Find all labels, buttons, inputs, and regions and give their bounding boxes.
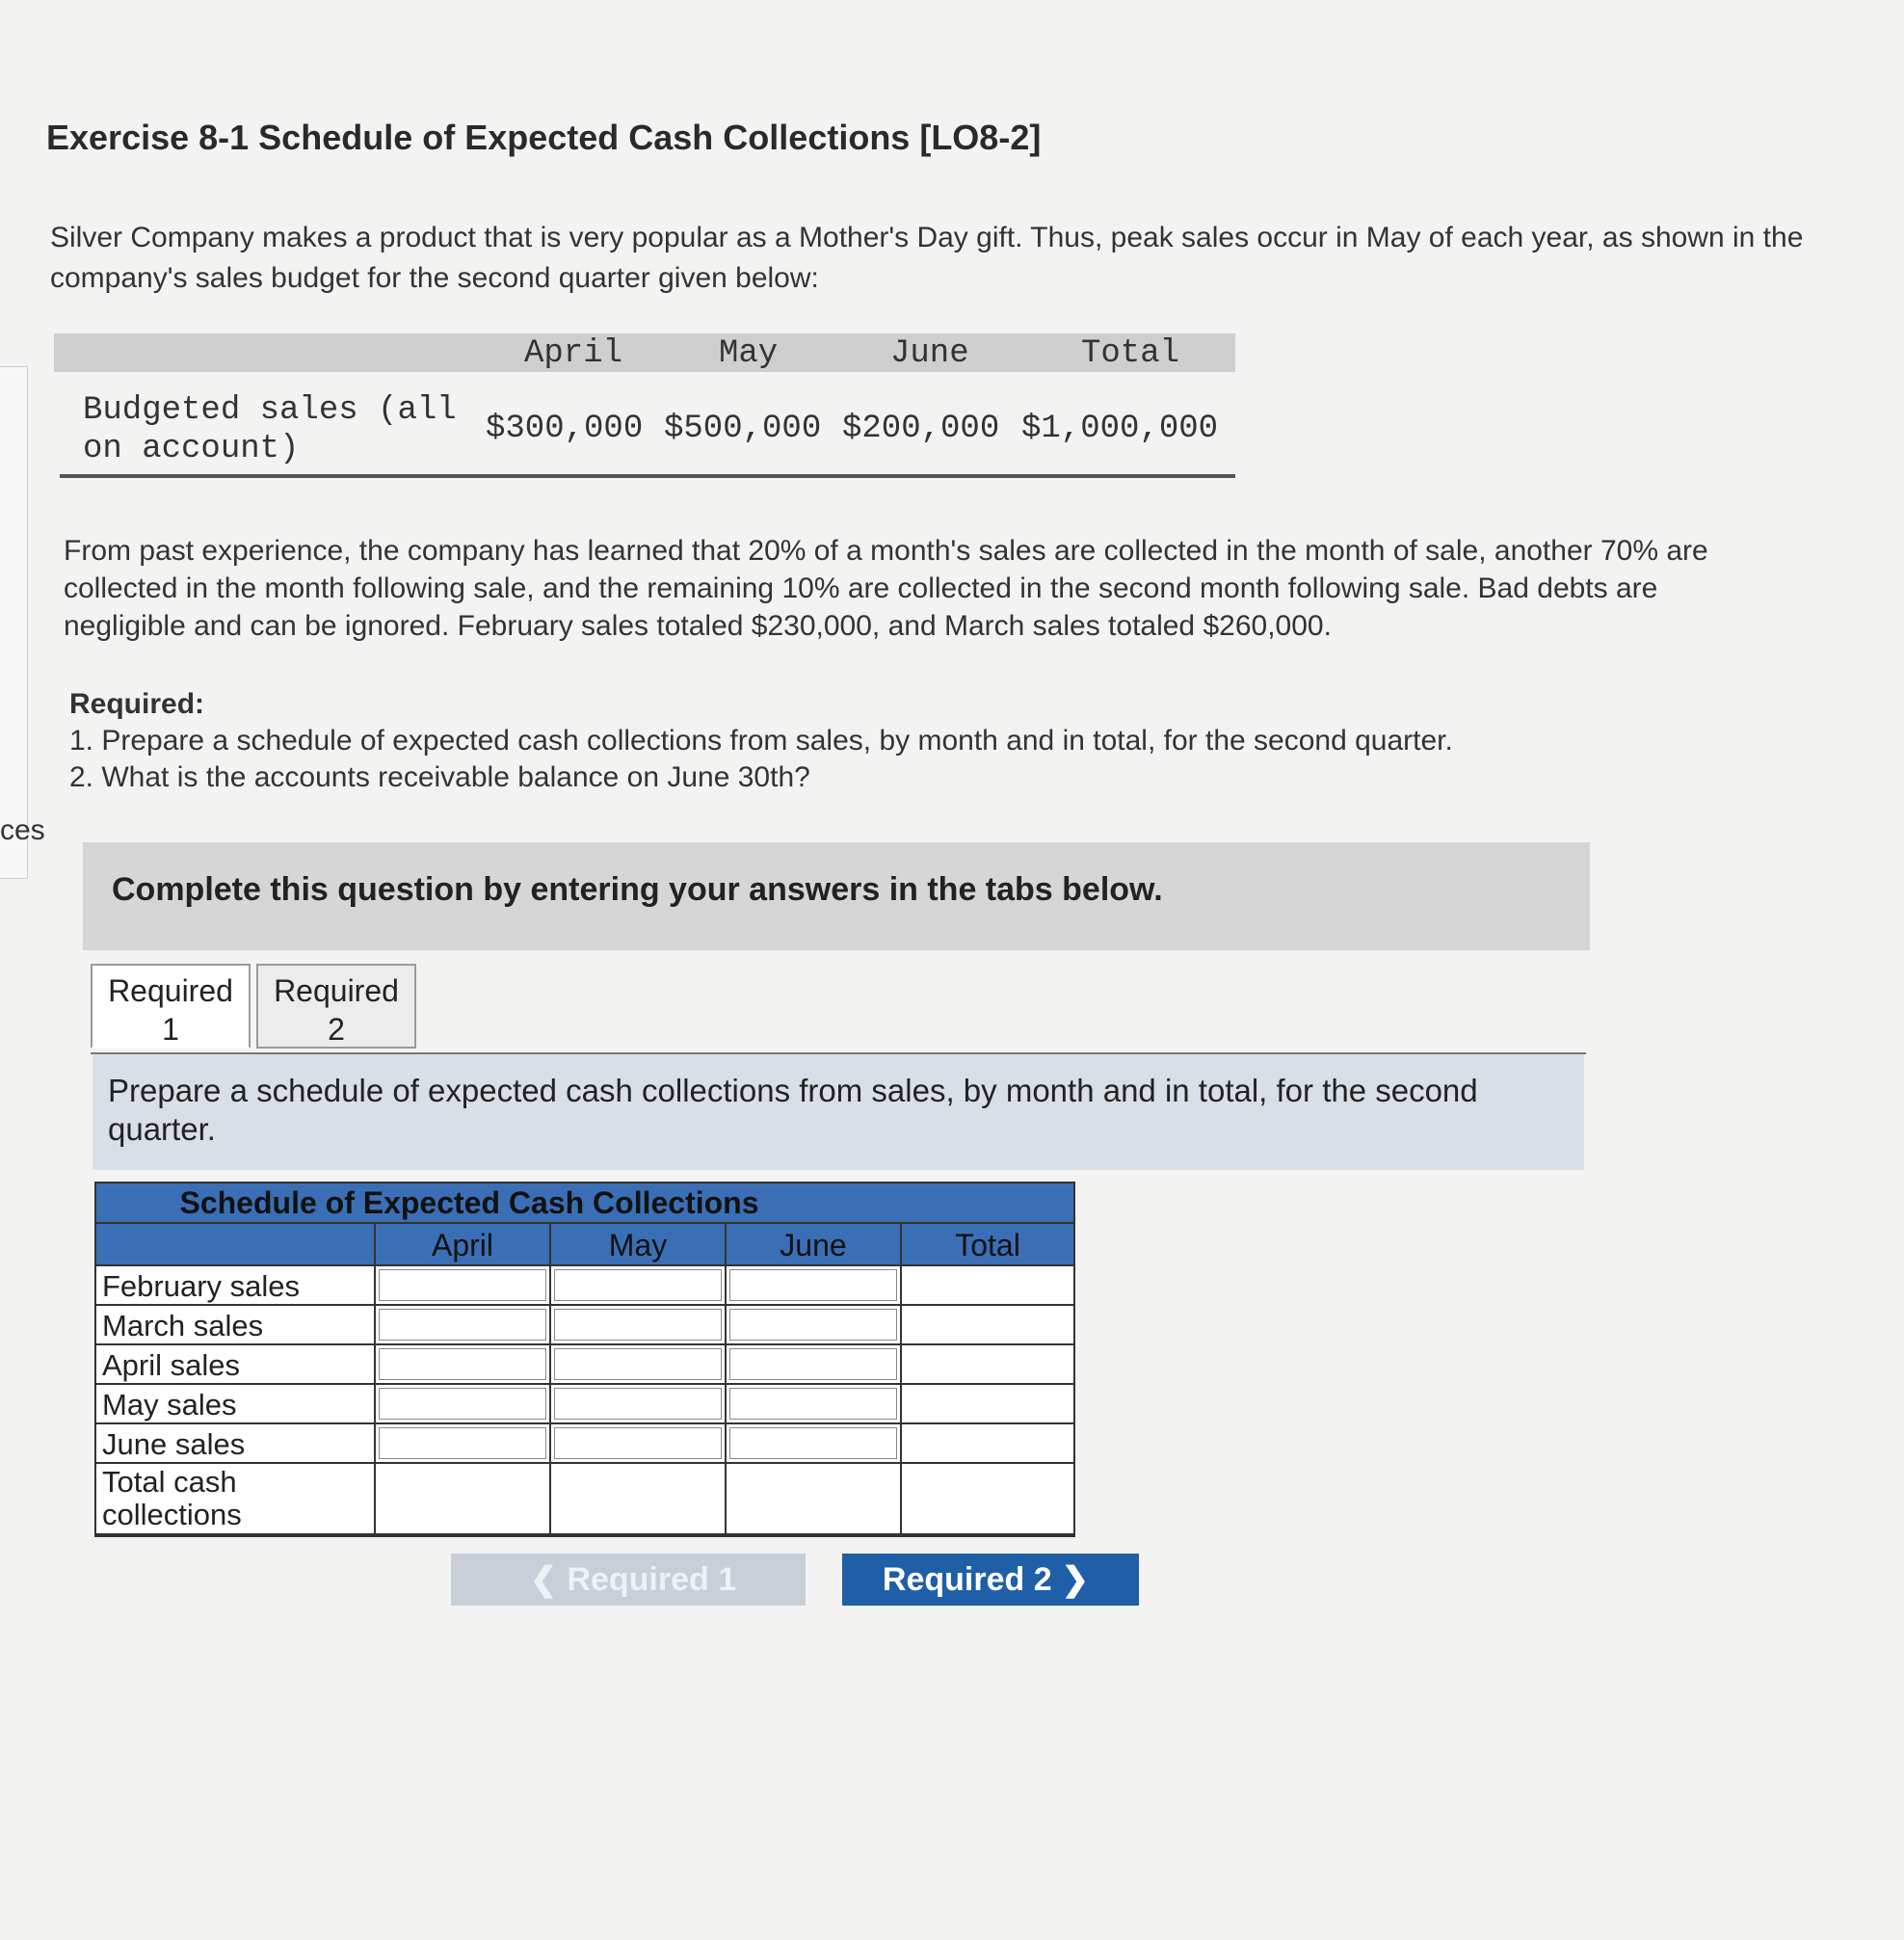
cell-totalcash-total bbox=[902, 1464, 1073, 1535]
tab-required-2-line1: Required bbox=[274, 973, 399, 1008]
input-march-april[interactable] bbox=[379, 1309, 546, 1341]
previous-button-label: Required 1 bbox=[567, 1561, 737, 1598]
schedule-header-april: April bbox=[376, 1224, 551, 1266]
chevron-left-icon: ❮ bbox=[529, 1561, 558, 1598]
cell-junesales-may bbox=[551, 1424, 727, 1464]
cash-collections-schedule bbox=[94, 1182, 1075, 1537]
cell-maysales-may bbox=[551, 1385, 727, 1424]
budget-data-row bbox=[54, 372, 1235, 478]
row-label-june-sales: June sales bbox=[96, 1424, 376, 1464]
input-february-june[interactable] bbox=[729, 1269, 897, 1301]
cell-junesales-april bbox=[376, 1424, 551, 1464]
left-sidebar-stub bbox=[0, 366, 28, 879]
cell-march-total bbox=[902, 1306, 1073, 1345]
budget-bottom-rule bbox=[60, 474, 1235, 478]
input-aprilsales-total[interactable] bbox=[905, 1348, 1071, 1380]
input-february-may[interactable] bbox=[554, 1269, 722, 1301]
budget-value-june: $200,000 bbox=[842, 411, 1000, 447]
row-label-may-sales: May sales bbox=[96, 1385, 376, 1424]
cell-march-april bbox=[376, 1306, 551, 1345]
input-maysales-april[interactable] bbox=[379, 1388, 546, 1420]
input-march-total[interactable] bbox=[905, 1309, 1071, 1341]
input-march-june[interactable] bbox=[729, 1309, 897, 1341]
tab-required-1[interactable] bbox=[91, 964, 251, 1049]
sales-budget-table bbox=[54, 333, 1235, 478]
required-item-1: 1. Prepare a schedule of expected cash collections from sales, by month and in total, for the second quarter. bbox=[69, 725, 1453, 757]
budget-value-may: $500,000 bbox=[664, 411, 822, 447]
previous-required-button[interactable] bbox=[451, 1554, 806, 1606]
input-maysales-total[interactable] bbox=[905, 1388, 1071, 1420]
input-maysales-june[interactable] bbox=[729, 1388, 897, 1420]
sidebar-label: ces bbox=[0, 814, 45, 846]
cell-totalcash-april bbox=[376, 1464, 551, 1535]
required-item-2: 2. What is the accounts receivable balance on June 30th? bbox=[69, 761, 810, 793]
cell-aprilsales-total bbox=[902, 1345, 1073, 1385]
cell-maysales-june bbox=[727, 1385, 902, 1424]
budget-value-april: $300,000 bbox=[486, 411, 644, 447]
input-aprilsales-may[interactable] bbox=[554, 1348, 722, 1380]
cell-february-may bbox=[551, 1266, 727, 1306]
cell-march-june bbox=[727, 1306, 902, 1345]
exercise-title: Exercise 8-1 Schedule of Expected Cash Collections [LO8-2] bbox=[46, 118, 1042, 157]
budget-header-june: June bbox=[890, 335, 969, 372]
next-required-button[interactable] bbox=[842, 1554, 1139, 1606]
tab-required-1-line2: 1 bbox=[162, 1012, 179, 1047]
instruction-text: Complete this question by entering your answers in the tabs below. bbox=[112, 871, 1163, 908]
budget-header-may: May bbox=[719, 335, 779, 372]
cell-aprilsales-may bbox=[551, 1345, 727, 1385]
tab-required-1-line1: Required bbox=[108, 973, 233, 1008]
experience-paragraph: From past experience, the company has learned that 20% of a month's sales are collected in the month of sale, another 70% are collected in the month following sale, and the remaining 10% are collected in the second month following sale. Bad debts are negligible and can be ignored. February sales totaled $230,000, and March sales totaled $260,000. bbox=[64, 535, 1708, 642]
budget-header-row bbox=[54, 333, 1235, 372]
cell-junesales-total bbox=[902, 1424, 1073, 1464]
input-aprilsales-june[interactable] bbox=[729, 1348, 897, 1380]
cell-maysales-april bbox=[376, 1385, 551, 1424]
prompt-box bbox=[93, 1054, 1584, 1170]
required-block bbox=[69, 686, 1453, 796]
input-maysales-may[interactable] bbox=[554, 1388, 722, 1420]
intro-paragraph: Silver Company makes a product that is very popular as a Mother's Day gift. Thus, peak sales occur in May of each year, as shown in the company's sales budget for the second quarter given below: bbox=[50, 222, 1804, 294]
chevron-right-icon: ❯ bbox=[1061, 1561, 1090, 1598]
schedule-header-total: Total bbox=[902, 1224, 1073, 1266]
row-label-february-sales: February sales bbox=[96, 1266, 376, 1306]
budget-row-label: Budgeted sales (all on account) bbox=[83, 392, 457, 467]
input-aprilsales-april[interactable] bbox=[379, 1348, 546, 1380]
input-march-may[interactable] bbox=[554, 1309, 722, 1341]
input-junesales-june[interactable] bbox=[729, 1427, 897, 1459]
row-label-april-sales: April sales bbox=[96, 1345, 376, 1385]
input-junesales-april[interactable] bbox=[379, 1427, 546, 1459]
cell-totalcash-june bbox=[727, 1464, 902, 1535]
input-totalcash-may[interactable] bbox=[554, 1467, 722, 1530]
instruction-bar bbox=[83, 842, 1590, 950]
input-totalcash-april[interactable] bbox=[379, 1467, 546, 1530]
row-label-march-sales: March sales bbox=[96, 1306, 376, 1345]
cell-february-april bbox=[376, 1266, 551, 1306]
budget-header-april: April bbox=[524, 335, 623, 372]
cell-march-may bbox=[551, 1306, 727, 1345]
budget-value-total: $1,000,000 bbox=[1021, 411, 1219, 447]
input-junesales-total[interactable] bbox=[905, 1427, 1071, 1459]
schedule-header-may: May bbox=[551, 1224, 727, 1266]
cell-aprilsales-april bbox=[376, 1345, 551, 1385]
cell-junesales-june bbox=[727, 1424, 902, 1464]
prompt-text: Prepare a schedule of expected cash collections from sales, by month and in total, for the second quarter. bbox=[108, 1073, 1478, 1147]
row-label-total-cash-collections: Total cash collections bbox=[96, 1464, 376, 1535]
budget-header-total: Total bbox=[1081, 335, 1180, 372]
input-junesales-may[interactable] bbox=[554, 1427, 722, 1459]
tab-required-2-line2: 2 bbox=[328, 1012, 345, 1047]
input-totalcash-june[interactable] bbox=[729, 1467, 897, 1530]
schedule-title: Schedule of Expected Cash Collections bbox=[96, 1183, 1073, 1224]
cell-aprilsales-june bbox=[727, 1345, 902, 1385]
cell-february-total bbox=[902, 1266, 1073, 1306]
tab-required-2[interactable] bbox=[256, 964, 416, 1049]
input-totalcash-total[interactable] bbox=[905, 1467, 1071, 1530]
cell-totalcash-may bbox=[551, 1464, 727, 1535]
input-february-total[interactable] bbox=[905, 1269, 1071, 1301]
required-heading: Required: bbox=[69, 688, 205, 720]
schedule-header-blank bbox=[96, 1224, 376, 1266]
schedule-header-june: June bbox=[727, 1224, 902, 1266]
cell-february-june bbox=[727, 1266, 902, 1306]
schedule-grid bbox=[96, 1224, 1073, 1535]
input-february-april[interactable] bbox=[379, 1269, 546, 1301]
next-button-label: Required 2 bbox=[882, 1561, 1052, 1598]
cell-maysales-total bbox=[902, 1385, 1073, 1424]
